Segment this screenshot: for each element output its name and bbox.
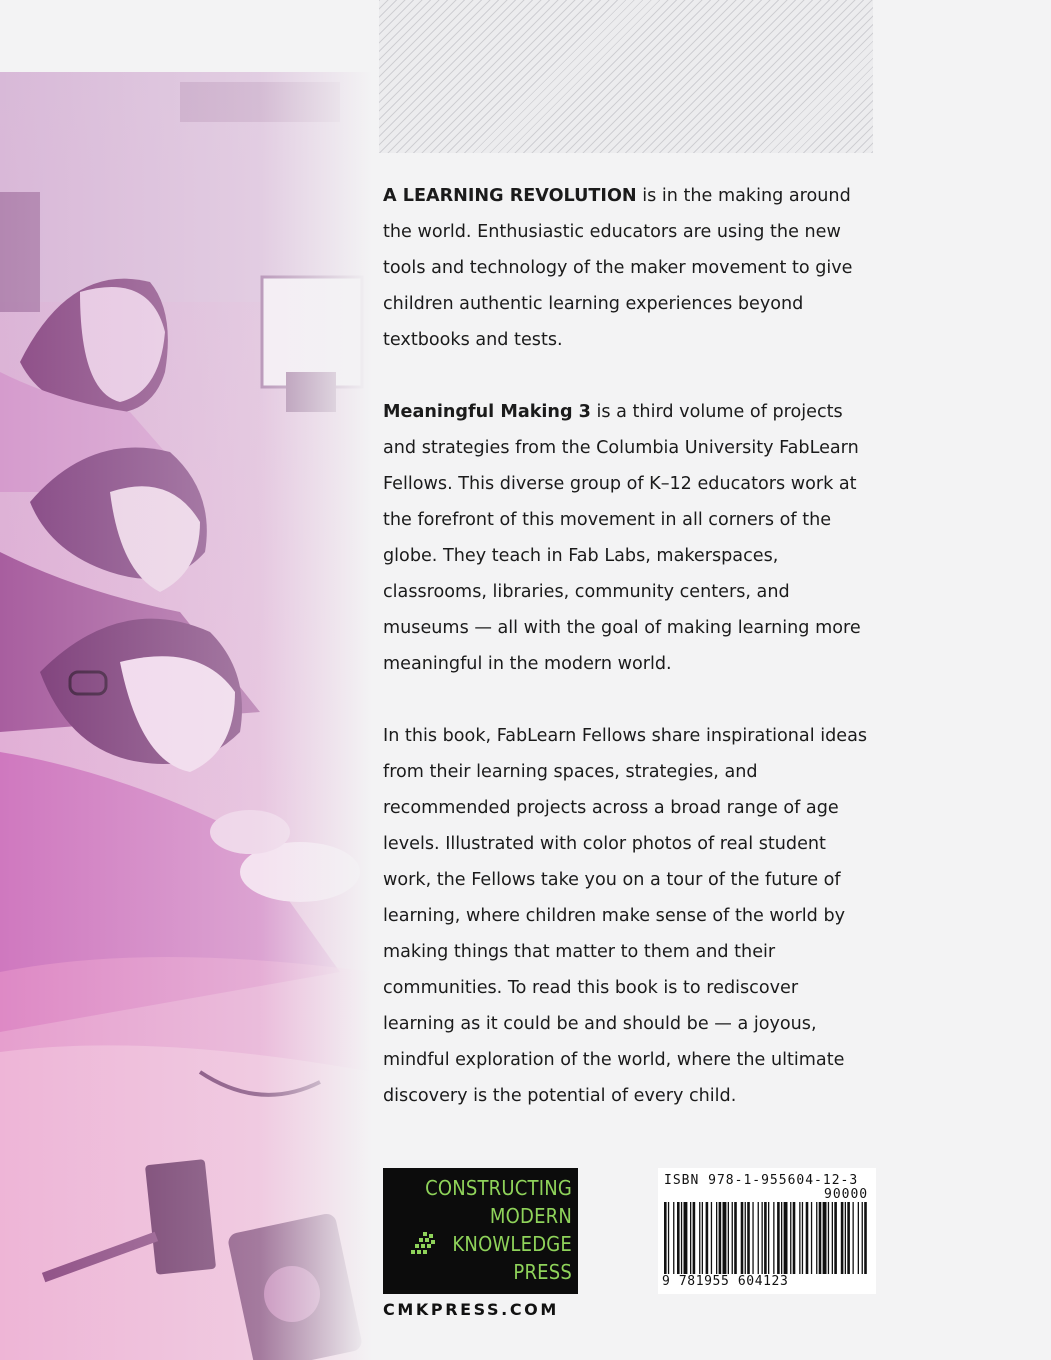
barcode-bar	[734, 1202, 737, 1274]
isbn-label: ISBN 978-1-955604-12-3	[664, 1173, 859, 1188]
barcode-bar	[841, 1202, 844, 1274]
barcode-bar	[834, 1202, 837, 1274]
logo-line-press: PRESS	[513, 1260, 572, 1284]
back-cover-description	[383, 178, 868, 1150]
barcode-bar	[762, 1202, 763, 1274]
barcode-bar	[664, 1202, 667, 1274]
barcode-bar	[823, 1202, 827, 1274]
barcode-bar	[793, 1202, 796, 1274]
barcode-bar	[690, 1202, 691, 1274]
lead-book-title: Meaningful Making 3	[383, 402, 591, 422]
logo-line-constructing: CONSTRUCTING	[425, 1176, 572, 1200]
barcode-bar	[790, 1202, 791, 1274]
barcode-bar	[716, 1202, 717, 1274]
barcode-bar	[758, 1202, 759, 1274]
cover-photo-students-making	[0, 72, 372, 1360]
striped-header-panel	[379, 0, 873, 153]
barcode-bar	[853, 1202, 854, 1274]
barcode-bar	[719, 1202, 722, 1274]
barcode-bar	[693, 1202, 696, 1274]
barcode-bar	[802, 1202, 803, 1274]
barcode-bar	[816, 1202, 817, 1274]
barcode-bar	[832, 1202, 833, 1274]
barcode-bar	[699, 1202, 700, 1274]
paragraph-summary	[383, 718, 868, 1114]
barcode-bar	[799, 1202, 800, 1274]
barcode-bar	[862, 1202, 863, 1274]
barcode-bar	[702, 1202, 703, 1274]
isbn-barcode	[658, 1168, 876, 1294]
barcode-bar	[806, 1202, 809, 1274]
barcode-bar	[723, 1202, 727, 1274]
barcode-bar	[677, 1202, 680, 1274]
price-code: 90000	[824, 1187, 869, 1202]
logo-line-modern: MODERN	[489, 1204, 572, 1228]
barcode-bar	[732, 1202, 733, 1274]
barcode-bar	[728, 1202, 729, 1274]
barcode-bar	[764, 1202, 767, 1274]
barcode-bar	[847, 1202, 850, 1274]
ean-digits: 9 781955 604123	[662, 1274, 789, 1289]
barcode-bar	[752, 1202, 753, 1274]
barcode-bar	[681, 1202, 682, 1274]
robot-turtle-icon	[409, 1230, 443, 1260]
barcode-bar	[745, 1202, 746, 1274]
barcode-bar	[741, 1202, 744, 1274]
barcode-bar	[811, 1202, 812, 1274]
barcode-bars	[662, 1202, 872, 1274]
barcode-bar	[706, 1202, 709, 1274]
publisher-logo	[383, 1168, 578, 1294]
paragraph-intro	[383, 178, 868, 358]
barcode-bar	[747, 1202, 750, 1274]
lead-learning-revolution: A LEARNING REVOLUTION	[383, 186, 637, 206]
barcode-bar	[781, 1202, 782, 1274]
barcode-bar	[777, 1202, 780, 1274]
paragraph-volume	[383, 394, 868, 682]
paragraph-intro-text: is in the making around the world. Enthusiastic educators are using the new tools and technology of the maker movement to give children authentic learning experiences beyond textbooks and tests.	[383, 186, 853, 350]
barcode-bar	[845, 1202, 846, 1274]
barcode-bar	[673, 1202, 674, 1274]
barcode-bar	[768, 1202, 769, 1274]
barcode-bar	[668, 1202, 669, 1274]
barcode-bar	[819, 1202, 822, 1274]
barcode-bar	[828, 1202, 829, 1274]
paragraph-summary-text: In this book, FabLearn Fellows share inspirational ideas from their learning spaces, strategies, and recommended projects across a broad range of age levels. Illustrated with color photos of real student work, the Fellows take you on a tour of the future of learning, where children make sense of the world by making things that matter to them and their communities. To read this book is to rediscover learning as it could be and should be — a joyous, mindful exploration of the world, where the ultimate discovery is the potential of every child.	[383, 726, 868, 1106]
barcode-bar	[784, 1202, 788, 1274]
barcode-bar	[684, 1202, 688, 1274]
barcode-bar	[858, 1202, 859, 1274]
barcode-bar	[864, 1202, 867, 1274]
paragraph-volume-text: is a third volume of projects and strategies from the Columbia University FabLearn Fellows. This diverse group of K–12 educators work at the forefront of this movement in all corners of the globe. They teach in Fab Labs, makerspaces, classrooms, libraries, community centers, and museums — all with the goal of making learning more meaningful in the modern world.	[383, 402, 861, 674]
publisher-url: CMKPRESS.COM	[383, 1300, 559, 1319]
barcode-bar	[711, 1202, 712, 1274]
logo-line-knowledge: KNOWLEDGE	[452, 1232, 572, 1256]
barcode-bar	[773, 1202, 774, 1274]
